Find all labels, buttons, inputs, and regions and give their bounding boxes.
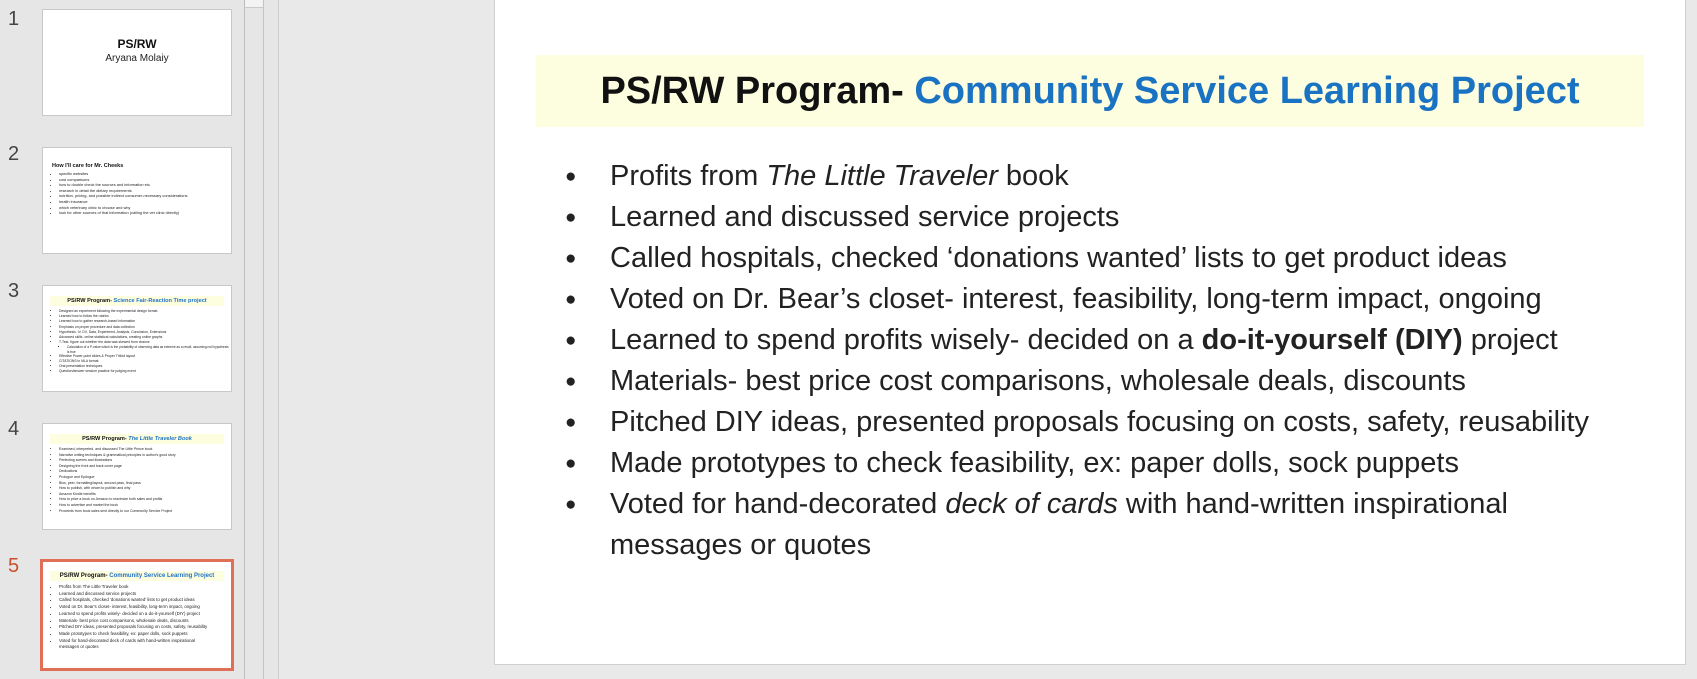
list-item: • CITATIONS in MLA format (59, 359, 231, 364)
bullet-item: ● Materials- best price cost comparisons, wholesale deals, discounts (565, 361, 1665, 402)
list-item: • Learned and discussed service projects (59, 591, 231, 598)
thumbnail-title-black: PS/RW Program- (67, 298, 114, 304)
list-item-continuation: messages or quotes (59, 644, 99, 650)
thumbnail-bullet-list (43, 584, 231, 651)
bullet-text: project (1462, 324, 1558, 356)
slide-title (600, 70, 1579, 113)
thumbnail-title-blue: The Little Traveler Book (128, 436, 192, 442)
thumbnail-title-band (50, 434, 224, 444)
bullet-text-italic: deck of cards (945, 488, 1118, 520)
list-item: • Voted on Dr. Bear's closet- interest, feasibility, long-term impact, ongoing (59, 604, 231, 611)
list-item: • Pitched DIY ideas, presented proposals focusing on costs, safety, reusability (59, 624, 231, 631)
slide-thumbnail-4[interactable] (42, 423, 232, 530)
slide-title-blue: Community Service Learning Project (914, 69, 1580, 112)
slide-body-placeholder[interactable] (565, 156, 1665, 566)
thumbnail-title: PS/RW (117, 37, 157, 51)
list-item: • Profits from The Little Traveler book (59, 584, 231, 591)
bullet-item: ● Pitched DIY ideas, presented proposals focusing on costs, safety, reusability (565, 402, 1665, 443)
scrollbar-thumb[interactable] (245, 0, 264, 8)
bullet-item (565, 156, 1665, 197)
thumbnail-title: How I'll care for Mr. Cheeks (52, 163, 124, 169)
bullet-item: ● Learned and discussed service projects (565, 197, 1665, 238)
list-item: • Voted for hand-decorated deck of cards with hand-written inspirational (59, 638, 231, 645)
slide-number: 5 (8, 555, 20, 577)
thumbnail-subtitle: Aryana Molaiy (105, 53, 169, 64)
list-item: • How to price a book on Amazon to maximize both sales and profits (59, 497, 231, 503)
slide-thumbnail-3[interactable] (42, 285, 232, 392)
slide-canvas[interactable] (494, 0, 1686, 665)
list-item: • How to publish, with whom to publish and why (59, 486, 231, 492)
bullet-text: messages or quotes (610, 529, 872, 561)
list-item: • Question/answer session practice for judging event (59, 369, 231, 374)
bullet-text: Profits from (610, 160, 767, 192)
list-item: • Narrative writing techniques & grammatical principles in author's good story (59, 453, 231, 459)
list-item: • Dedications (59, 469, 231, 475)
thumbnail-pane-scrollbar[interactable] (244, 0, 263, 679)
thumbnail-title-band (50, 296, 224, 306)
slide-thumbnail-pane (0, 0, 263, 679)
list-item: • look for other sources of that information (calling the vet clinic directly) (59, 210, 231, 216)
bullet-text: book (997, 160, 1069, 192)
list-item: • Examined, interpreted, and discussed The Little Prince book (59, 447, 231, 453)
list-item: • Oral presentation techniques (59, 364, 231, 369)
thumbnail-bullet-list (43, 309, 231, 375)
list-item: • which veterinary clinic to choose and why (59, 205, 231, 211)
list-item: • Hypothesis, IV, DV, Data, Experiment, Analysis, Conclusion, Extensions (59, 330, 231, 335)
list-item: • Learned how to follow the rubrics (59, 314, 231, 319)
list-item: • research in detail the dietary requirements (59, 188, 231, 194)
editing-area-gutter (264, 0, 278, 679)
list-item: • Amazon Kindle benefits (59, 492, 231, 498)
thumbnail-title-black: PS/RW Program- (82, 436, 129, 442)
list-item: • Called hospitals, checked 'donations wanted' lists to get product ideas (59, 597, 231, 604)
slide-number: 4 (8, 418, 20, 440)
slide-number: 2 (8, 143, 20, 165)
list-item: • Effective Power-point slides & Proper Trifold layout (59, 354, 231, 359)
list-subitem: ▪ Calculation of a P-value which is the probability of observing data as extreme as a result, assuming null hypothesis is true (67, 345, 231, 353)
slide-number: 3 (8, 280, 20, 302)
list-item: • cost comparisons (59, 177, 231, 183)
slide-thumbnail-2[interactable] (42, 147, 232, 254)
list-item: • Proceeds from book sales sent directly to our Community Service Project (59, 509, 231, 515)
thumbnail-title-band (50, 571, 224, 581)
thumbnail-bullet-list (43, 171, 231, 216)
list-item: • specific websites (59, 171, 231, 177)
bullet-item: ● Called hospitals, checked ‘donations wanted’ lists to get product ideas (565, 238, 1665, 279)
slide-title-placeholder[interactable] (536, 55, 1644, 127)
list-item: • Bios, peer, formatting/layout, second pass, final pass (59, 481, 231, 487)
bullet-text: with hand-written inspirational (1117, 488, 1508, 520)
list-item: • Materials- best price cost comparisons, wholesale deals, discounts (59, 618, 231, 625)
bullet-text: Voted for hand-decorated (610, 488, 946, 520)
list-item: • Advanced skills- online statistical calculations, creating online graphs (59, 335, 231, 340)
list-item: • Prologue and Epilogue (59, 475, 231, 481)
list-item: • How to advertise and market the book (59, 503, 231, 509)
bullet-item: ● Voted on Dr. Bear’s closet- interest, feasibility, long-term impact, ongoing (565, 279, 1665, 320)
list-item: • Learned to spend profits wisely- decided on a do-it-yourself (DIY) project (59, 611, 231, 618)
bullet-text-bold: do-it-yourself (DIY) (1201, 324, 1463, 356)
bullet-item: ● Made prototypes to check feasibility, ex: paper dolls, sock puppets (565, 443, 1665, 484)
bullet-text-italic: The Little Traveler (766, 160, 998, 192)
gutter-divider (278, 0, 279, 679)
list-item: • health insurance (59, 199, 231, 205)
list-item: • Designed an experiment following the experimental design format (59, 309, 231, 314)
bullet-item (565, 320, 1665, 361)
thumbnail-bullet-list (43, 447, 231, 514)
list-item: • nutrition, pricing, and possible indirect consumer-necessary considerations (59, 193, 231, 199)
slide-thumbnail-1[interactable] (42, 9, 232, 116)
bullet-item (565, 484, 1665, 566)
slide-title-black: PS/RW Program- (600, 69, 915, 112)
thumbnail-title-blue: Science Fair-Reaction Time project (113, 298, 207, 304)
list-item: • Designing the front and back cover page (59, 464, 231, 470)
slide-number: 1 (8, 8, 20, 30)
list-item: • Learned how to gather research-based information (59, 319, 231, 324)
list-item: • how to double check the sources and information etc. (59, 182, 231, 188)
list-item: • Made prototypes to check feasibility, ex: paper dolls, sock puppets (59, 631, 231, 638)
list-item: • Perfecting scenes and illustrations (59, 458, 231, 464)
list-item: • T-Test- figure out whether the data was skewed from chance (59, 340, 231, 345)
thumbnail-title-blue: Community Service Learning Project (109, 573, 215, 579)
list-item: • Emphasis on proper procedure and data collection (59, 325, 231, 330)
bullet-text: Learned to spend profits wisely- decided on a (610, 324, 1202, 356)
thumbnail-title-black: PS/RW Program- (59, 573, 110, 579)
slide-thumbnail-5[interactable] (40, 559, 234, 671)
